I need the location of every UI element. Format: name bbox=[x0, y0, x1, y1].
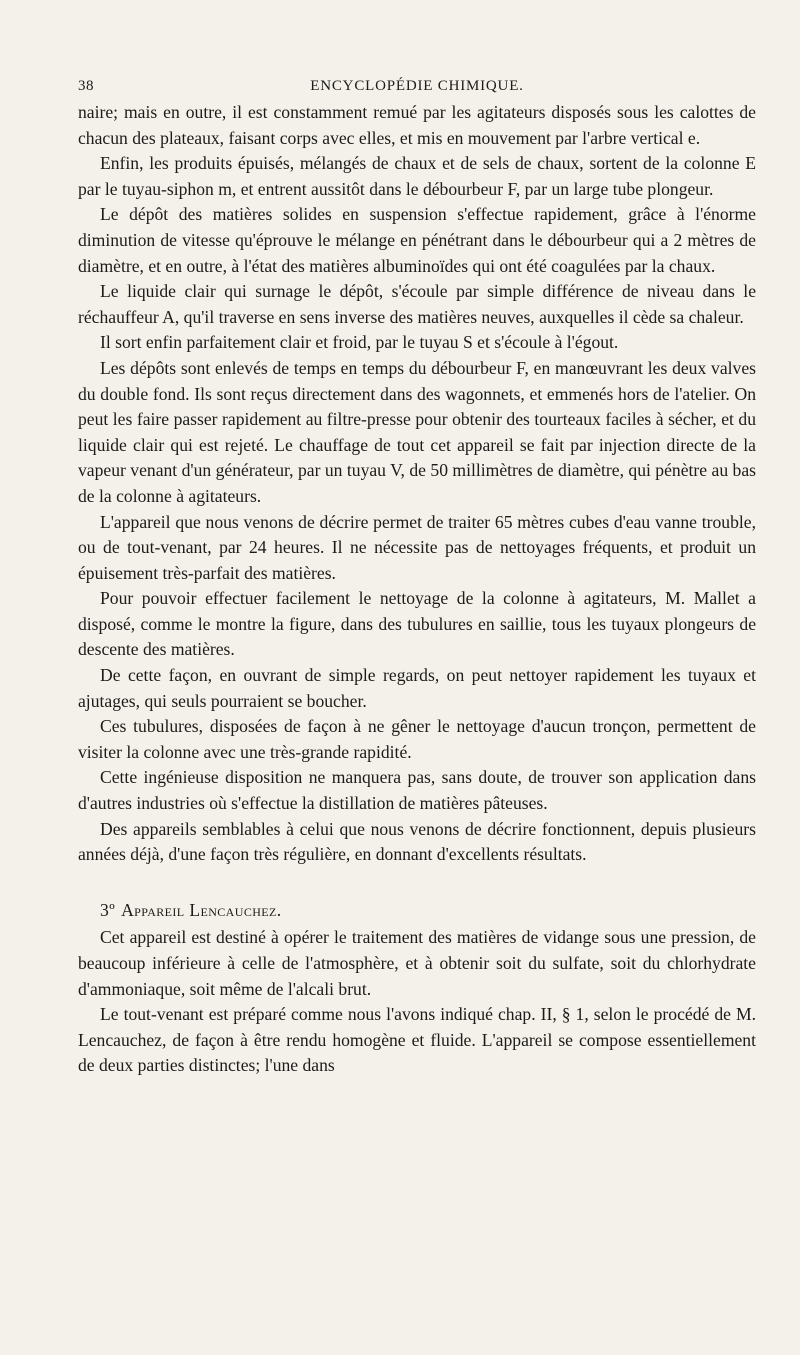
paragraph: Le dépôt des matières solides en suspension s'effectue rapidement, grâce à l'énorme diminution de vitesse qu'éprouve le mélange en pénétrant dans le débourbeur qui a 2 mètres de diamètre, et en outre, à l'état des matières albuminoïdes qui ont été coagulées par la chaux. bbox=[78, 204, 756, 276]
paragraph: De cette façon, en ouvrant de simple regards, on peut nettoyer rapidement les tuyaux et ajutages, qui seuls pourraient se boucher. bbox=[78, 665, 756, 711]
paragraph: Le liquide clair qui surnage le dépôt, s'écoule par simple différence de niveau dans le réchauffeur A, qu'il traverse en sens inverse des matières neuves, auxquelles il cède sa chaleur. bbox=[78, 281, 756, 327]
section-heading bbox=[100, 898, 756, 924]
running-head bbox=[78, 74, 756, 98]
section-text bbox=[78, 925, 756, 1079]
paragraph: Les dépôts sont enlevés de temps en temps du débourbeur F, en manœuvrant les deux valves du double fond. Ils sont reçus directement dans des wagonnets, et emmenés hors de l'atelier. On peut les faire passer rapidement au filtre-presse pour obtenir des tourteaux faciles à sécher, et du liquide clair qui est rejeté. Le chauffage de tout cet appareil se fait par injection directe de la vapeur venant d'un générateur, par un tuyau V, de 50 millimètres de diamètre, qui pénètre au bas de la colonne à agitateurs. bbox=[78, 357, 756, 506]
section-number: 3º bbox=[100, 899, 116, 920]
paragraph: Des appareils semblables à celui que nous venons de décrire fonctionnent, depuis plusieurs années déjà, d'une façon très régulière, en donnant d'excellents résultats. bbox=[78, 818, 756, 865]
section-title: Appareil Lencauchez. bbox=[121, 899, 282, 920]
running-title: ENCYCLOPÉDIE CHIMIQUE. bbox=[310, 78, 524, 94]
paragraph: L'appareil que nous venons de décrire permet de traiter 65 mètres cubes d'eau vanne trouble, ou de tout-venant, par 24 heures. Il ne nécessite pas de nettoyages fréquents, et produit un épuisement très-parfait des matières. bbox=[78, 511, 756, 583]
paragraph: Il sort enfin parfaitement clair et froid, par le tuyau S et s'écoule à l'égout. bbox=[100, 332, 619, 353]
main-text bbox=[78, 100, 756, 868]
paragraph: Cet appareil est destiné à opérer le traitement des matières de vidange sous une pression, de beaucoup inférieure à celle de l'atmosphère, et à obtenir soit du sulfate, soit du chlorhydrate d'ammoniaque, soit même de l'alcali brut. bbox=[78, 927, 756, 999]
paragraph: Le tout-venant est préparé comme nous l'avons indiqué chap. II, § 1, selon le procédé de M. Lencauchez, de façon à être rendu homogène et fluide. L'appareil se compose essentiellement de deux parties distinctes; l'une dans bbox=[78, 1004, 756, 1076]
page-number: 38 bbox=[78, 78, 94, 94]
paragraph-continuation: naire; mais en outre, il est constamment remué par les agitateurs disposés sous les calottes de chacun des plateaux, faisant corps avec elles, et mis en mouvement par l'arbre vertical e. bbox=[78, 102, 756, 148]
paragraph: Cette ingénieuse disposition ne manquera pas, sans doute, de trouver son application dans d'autres industries où s'effectue la distillation de matières pâteuses. bbox=[78, 767, 756, 814]
paragraph: Pour pouvoir effectuer facilement le nettoyage de la colonne à agitateurs, M. Mallet a disposé, comme le montre la figure, dans des tubulures en saillie, tous les tuyaux plongeurs de descente des matières. bbox=[78, 588, 756, 660]
paragraph: Enfin, les produits épuisés, mélangés de chaux et de sels de chaux, sortent de la colonne E par le tuyau-siphon m, et entrent aussitôt dans le débourbeur F, par un large tube plongeur. bbox=[78, 153, 756, 199]
paragraph: Ces tubulures, disposées de façon à ne gêner le nettoyage d'aucun tronçon, permettent de visiter la colonne avec une très-grande rapidité. bbox=[78, 716, 756, 762]
